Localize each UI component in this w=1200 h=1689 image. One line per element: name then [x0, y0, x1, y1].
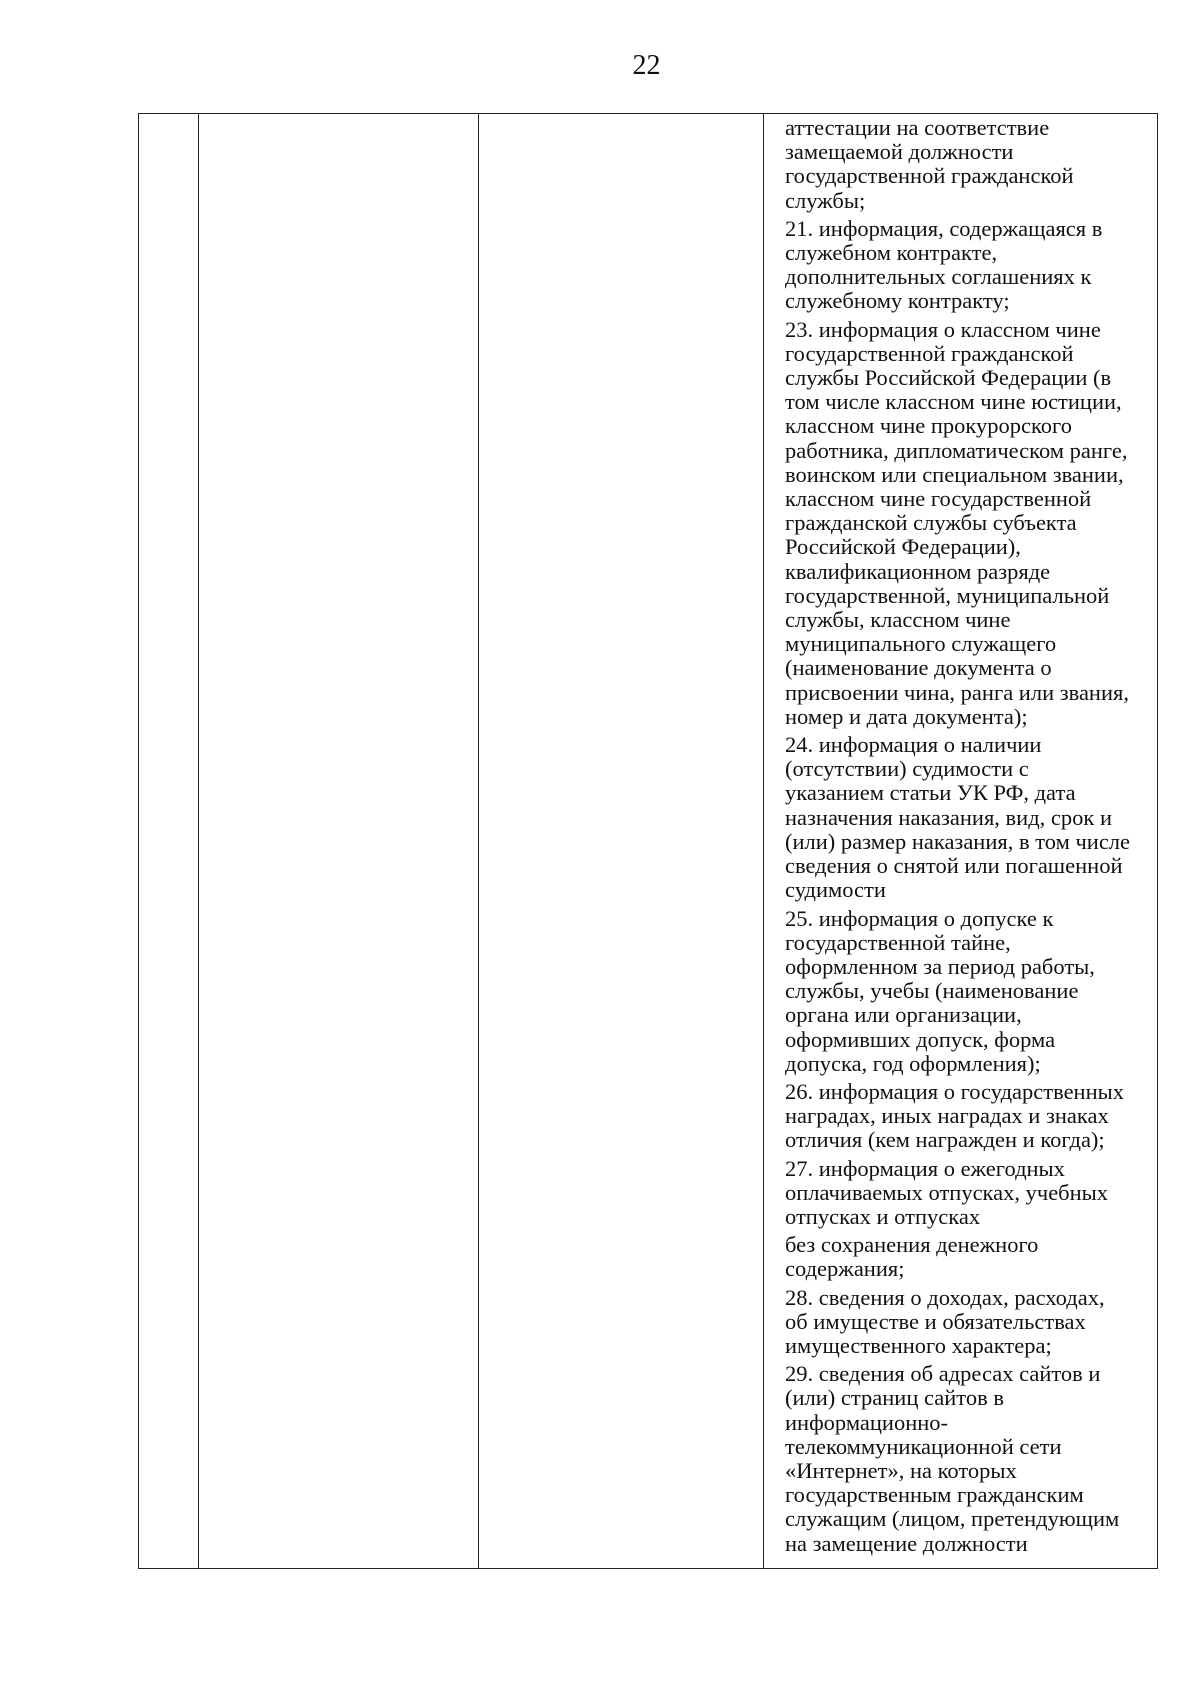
- table-entry: 26. информация о государственных наградах, иных наградах и знаках отличия (кем награжден и когда);: [785, 1078, 1125, 1153]
- table-entry: 25. информация о допуске к государственной тайне, оформленном за период работы, службы, учебы (наименование органа или организации, оформивших допуск, форма допуска, год оформления);: [785, 905, 1095, 1076]
- column-divider: [478, 114, 479, 1568]
- table-entry: 23. информация о классном чине государственной гражданской службы Российской Федерации (в том числе классном чине юстиции, классном чине прокурорского работника, дипломатическом ранге, воинском или специальном звании, классном чине государственной гражданской службы субъекта Российской Федерации), квалификационном разряде государственной, муниципальной службы, классном чине муниципального служащего (наименование документа о присвоении чина, ранга или звания, номер и дата документа);: [785, 316, 1129, 729]
- column-divider: [763, 114, 764, 1568]
- table-cell-column-4: [775, 114, 1157, 1568]
- page-number: 22: [632, 50, 661, 81]
- table-entry: 28. сведения о доходах, расходах, об имуществе и обязательствах имущественного характера;: [785, 1284, 1105, 1358]
- document-table: [138, 113, 1158, 1569]
- table-entry: 24. информация о наличии (отсутствии) судимости с указанием статьи УК РФ, дата назначения наказания, вид, срок и (или) размер наказания, в том числе сведения о снятой или погашенной судимости: [785, 732, 1131, 903]
- column-divider: [198, 114, 199, 1568]
- table-entry: 29. сведения об адресах сайтов и (или) страниц сайтов в информационно- телекоммуникационной сети «Интернет», на которых государственным гражданским служащим (лицом, претендующим на замещение должности: [785, 1361, 1120, 1556]
- table-entry: 27. информация о ежегодных оплачиваемых отпусках, учебных отпусках и отпусках: [785, 1155, 1109, 1229]
- table-entry: аттестации на соответствие замещаемой должности государственной гражданской службы;: [785, 115, 1074, 213]
- table-entry: 21. информация, содержащаяся в служебном контракте, дополнительных соглашениях к служебному контракту;: [785, 215, 1103, 314]
- table-entry: без сохранения денежного содержания;: [785, 1232, 1039, 1282]
